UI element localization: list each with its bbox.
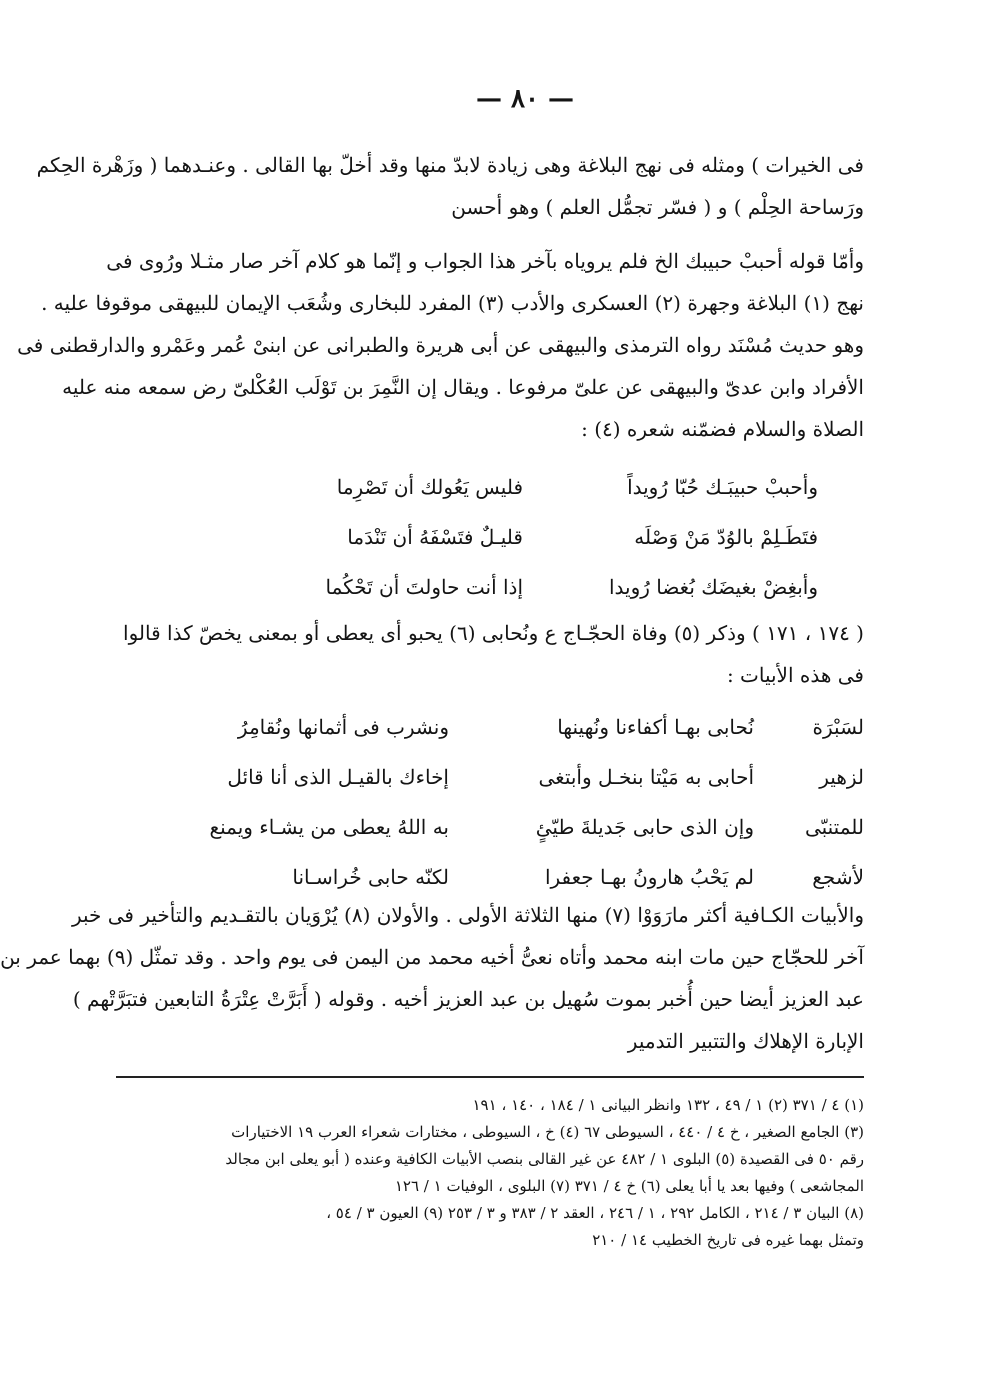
paragraph-3 bbox=[124, 612, 864, 696]
verse-first-hemistich: وأبغِضْ بغيضَك بُغضا رُويدا bbox=[608, 575, 818, 599]
text-line: الصلاة والسلام فضمّنه شعره (٤) : bbox=[581, 417, 864, 441]
text-line: وهو حديث مُسْنَد رواه الترمذى والبيهقى عن أبى هريرة والطبرانى عن ابنىْ عُمر وعَمْرو والدارقطنى فى bbox=[17, 333, 864, 357]
verse-second-hemistich: لكنّه حابى خُراسـانا bbox=[292, 865, 449, 889]
footnote-line: وتمثل بهما غيره فى تاريخ الخطيب ١٤ / ٢١٠ bbox=[592, 1231, 864, 1249]
verse-first-hemistich: نُحابى بهـا أكفاءنا ونُهينها bbox=[557, 715, 754, 739]
verse-first-hemistich: لم يَحْبُ هارونُ بهـا جعفرا bbox=[544, 865, 754, 889]
text-line: ( ١٧٤ ، ١٧١ ) وذكر (٥) وفاة الحجّـاج ع ونُحابى (٦) يحبو أى يعطى أو بمعنى يخصّ كذا قالوا bbox=[123, 621, 864, 645]
footnote-line: (٣) الجامع الصغير ، خ ٤ / ٤٤٠ ، السيوطى ٦٧ (٤) خ ، السيوطى ، مختارات شعراء العرب ١٩ الاختيارات bbox=[231, 1123, 864, 1141]
verse-first-hemistich: وإن الذى حابى جَديلةَ طيّئٍ bbox=[535, 815, 754, 839]
verse-line bbox=[164, 802, 864, 852]
verse-block-2 bbox=[164, 702, 864, 902]
verse-first-hemistich: وأحببْ حبيبَـك حُبّا رُويداً bbox=[627, 475, 818, 499]
text-line: فى هذه الأبيات : bbox=[726, 663, 864, 687]
text-line: والأبيات الكـافية أكثر مارَوَوْا (٧) منها الثلاثة الأولى . والأولان (٨) يُرْوَيان بالتقـديم والتأخير فى خبر bbox=[71, 903, 864, 927]
text-line: ورَساحة الحِلْم ) و ( فسّر تجمُّل العلم ) وهو أحسن bbox=[451, 195, 864, 219]
verse-second-hemistich: فليس يَعُولك أن تَصْرِما bbox=[336, 475, 523, 499]
footnote-line: (١) ٤ / ٣٧١ (٢) ١ / ٤٩ ، ١٣٢ وانظر البيانى ١ / ١٨٤ ، ١٤٠ ، ١٩١ bbox=[472, 1096, 864, 1114]
text-line: آخر للحجّاج حين مات ابنه محمد وأتاه نعىُّ أخيه محمد من اليمن فى يوم واحد . وقد تمثّل (٩) بهما عمر بن bbox=[0, 945, 864, 969]
verse-second-hemistich: إخاءك بالقيـل الذى أنا قائل bbox=[227, 765, 449, 789]
footnote-separator bbox=[116, 1076, 864, 1078]
verse-first-hemistich: فتَطَـلِمْ بالوُدّ مَنْ وَصْلَه bbox=[634, 525, 818, 549]
text-line: عبد العزيز أيضا حين أُخبر بموت سُهيل بن عبد العزيز أخيه . وقوله ( أَبَرَّتْ عِتْرَةُ التابعين فتبَرَّتْهم ) bbox=[72, 987, 864, 1011]
verse-line bbox=[164, 702, 864, 752]
verse-line bbox=[164, 752, 864, 802]
text-line: وأمّا قوله أحببْ حبيبك الخ فلم يروياه بآخر هذا الجواب و إنّما هو كلام آخر صار مثـلا ورُوى فى bbox=[106, 249, 864, 273]
text-line: الأفراد وابن عدىّ والبيهقى عن علىّ مرفوعا . ويقال إن النَّمِرَ بن تَوْلَب العُكْلىّ رض سمعه منه عليه bbox=[62, 375, 864, 399]
verse-second-hemistich: قليـلٌ فتَسْفَهُ أن تَنْدَما bbox=[347, 525, 523, 549]
paragraph-2 bbox=[17, 240, 864, 450]
footnote-line: (٨) البيان ٣ / ٢١٤ ، الكامل ٢٩٢ ، ١ / ٢٤٦ ، العقد ٢ / ٣٨٣ و ٣ / ٢٥٣ (٩) العيون ٣ / ٥٤ ، bbox=[326, 1204, 864, 1222]
footnotes bbox=[124, 1092, 864, 1254]
poet-name: لأشجع bbox=[812, 865, 864, 889]
poet-name: للمتنبّى bbox=[804, 815, 864, 839]
verse-second-hemistich: ونشرب فى أثمانها ونُقامِرُ bbox=[237, 715, 449, 739]
poet-name: لزهير bbox=[819, 765, 864, 789]
verse-first-hemistich: أحابى به مَيْتا بنخـل وأبتغى bbox=[538, 765, 754, 789]
verse-line bbox=[258, 512, 818, 562]
verse-line bbox=[258, 562, 818, 612]
verse-second-hemistich: به اللهُ يعطى من يشـاء ويمنع bbox=[209, 815, 449, 839]
poet-name: لسَبْرَة bbox=[812, 715, 864, 739]
text-line: فى الخيرات ) ومثله فى نهج البلاغة وهى زيادة لابدّ منها وقد أخلّ بها القالى . وعنـدهما ( وزَهْرة الحِكم bbox=[36, 153, 864, 177]
footnote-line: المجاشعى ) وفيها بعد يا أبا يعلى (٦) خ ٤ / ٣٧١ (٧) البلوى ، الوفيات ١ / ١٢٦ bbox=[394, 1177, 864, 1195]
text-line: نهج (١) البلاغة وجهرة (٢) العسكرى والأدب (٣) المفرد للبخارى وشُعَب الإيمان للبيهقى موقوفا عليه . bbox=[41, 291, 864, 315]
verse-block-1 bbox=[258, 462, 818, 612]
verse-line bbox=[258, 462, 818, 512]
text-line: الإبارة الإهلاك والتتبير التدمير bbox=[627, 1029, 864, 1053]
verse-second-hemistich: إذا أنت حاولتَ أن تَحْكُما bbox=[325, 575, 523, 599]
paragraph-4 bbox=[0, 894, 864, 1062]
paragraph-1 bbox=[36, 144, 864, 228]
footnote-line: رقم ٥٠ فى القصيدة (٥) البلوى ١ / ٤٨٢ عن غير القالى بنصب الأبيات الكافية وعنده ( أبو يعلى ابن مجالد bbox=[225, 1150, 864, 1168]
page-number: — ٨٠ — bbox=[475, 84, 575, 114]
